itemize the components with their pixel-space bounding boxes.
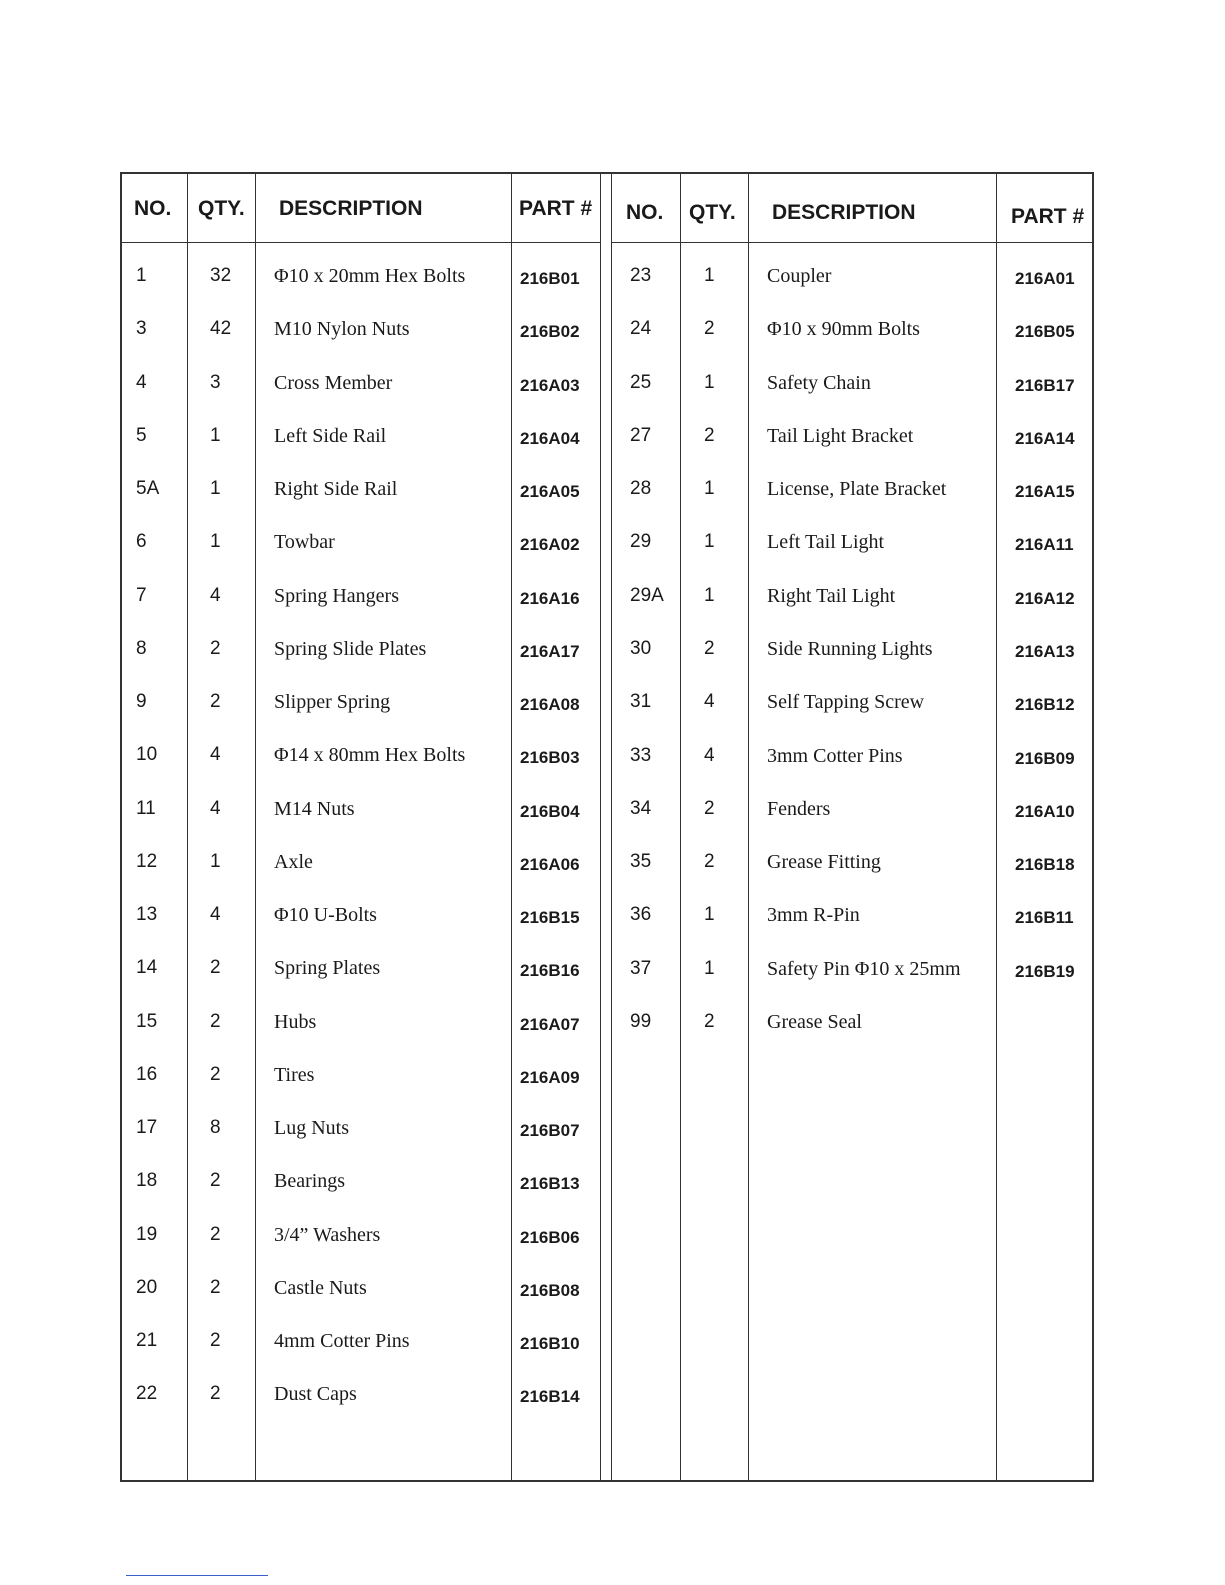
part-number-cell: 7: [136, 584, 147, 606]
part-code-cell: 216A15: [1015, 482, 1075, 502]
description-cell: 3/4” Washers: [274, 1223, 381, 1246]
description-cell: M14 Nuts: [274, 797, 355, 820]
part-code-cell: 216B10: [520, 1334, 580, 1353]
part-number-cell: 13: [136, 904, 158, 925]
part-number-cell: 5: [136, 424, 147, 446]
quantity-cell: 4: [210, 797, 221, 819]
description-cell: Φ10 x 20mm Hex Bolts: [274, 265, 466, 287]
quantity-cell: 8: [210, 1117, 221, 1138]
description-cell: Spring Slide Plates: [274, 637, 427, 660]
description-cell: Slipper Spring: [274, 691, 391, 713]
description-cell: Castle Nuts: [274, 1276, 367, 1299]
part-number-cell: 27: [630, 424, 652, 446]
description-cell: Grease Fitting: [767, 851, 881, 874]
quantity-cell: 1: [704, 904, 715, 926]
description-cell: 3mm R-Pin: [767, 904, 860, 927]
part-code-cell: 216B13: [520, 1174, 580, 1194]
part-number-cell: 1: [136, 265, 147, 286]
part-code-cell: 216A17: [520, 641, 580, 661]
quantity-cell: 1: [210, 531, 221, 553]
part-number-cell: 25: [630, 371, 652, 393]
part-number-cell: 9: [136, 691, 147, 712]
description-cell: Bearings: [274, 1170, 346, 1193]
description-cell: Towbar: [274, 531, 335, 554]
description-cell: Φ10 x 90mm Bolts: [767, 318, 920, 341]
quantity-cell: 4: [210, 584, 221, 606]
part-number-cell: 17: [136, 1117, 158, 1138]
part-number-cell: 23: [630, 265, 652, 286]
description-cell: Φ14 x 80mm Hex Bolts: [274, 744, 466, 767]
quantity-cell: 1: [704, 478, 715, 500]
quantity-cell: 4: [210, 744, 221, 766]
part-code-cell: 216A07: [520, 1014, 580, 1034]
part-code-cell: 216A12: [1015, 588, 1075, 608]
part-number-cell: 35: [630, 851, 652, 873]
part-code-cell: 216A06: [520, 854, 580, 874]
part-code-cell: 216B08: [520, 1280, 580, 1300]
quantity-cell: 2: [704, 318, 715, 340]
part-code-cell: 216B15: [520, 908, 580, 927]
part-code-cell: 216B04: [520, 801, 580, 821]
description-cell: Left Side Rail: [274, 424, 387, 447]
column-rule: [748, 174, 749, 1480]
quantity-cell: 2: [704, 851, 715, 873]
quantity-cell: 4: [210, 904, 221, 925]
quantity-cell: 2: [210, 1063, 221, 1085]
part-code-cell: 216B19: [1015, 961, 1075, 981]
quantity-cell: 2: [704, 1010, 715, 1032]
description-cell: Axle: [274, 850, 313, 873]
part-number-cell: 12: [136, 850, 158, 872]
description-cell: Dust Caps: [274, 1383, 357, 1406]
part-number-cell: 99: [630, 1010, 652, 1032]
column-rule: [996, 174, 997, 1480]
description-cell: Spring Hangers: [274, 584, 399, 607]
part-number-cell: 5A: [136, 478, 160, 499]
quantity-cell: 42: [210, 318, 232, 340]
description-cell: Self Tapping Screw: [767, 691, 925, 714]
part-number-cell: 18: [136, 1170, 158, 1192]
part-code-cell: 216A05: [520, 482, 580, 501]
description-cell: Φ10 U-Bolts: [274, 904, 377, 926]
quantity-cell: 2: [210, 1383, 221, 1405]
table-gutter: [600, 174, 612, 1480]
footer-link-underline: [126, 1575, 268, 1576]
quantity-cell: 2: [210, 957, 221, 979]
quantity-cell: 2: [210, 691, 221, 712]
header-part: PART #: [519, 197, 593, 220]
part-number-cell: 31: [630, 691, 652, 713]
description-cell: Safety Chain: [767, 371, 871, 394]
quantity-cell: 1: [704, 584, 715, 606]
part-code-cell: 216B18: [1015, 855, 1075, 875]
column-rule: [680, 174, 681, 1480]
quantity-cell: 2: [210, 1010, 221, 1032]
part-number-cell: 10: [136, 744, 158, 766]
description-cell: Hubs: [274, 1010, 317, 1033]
part-number-cell: 21: [136, 1330, 158, 1351]
part-code-cell: 216A14: [1015, 428, 1075, 448]
part-number-cell: 6: [136, 531, 147, 553]
part-code-cell: 216B07: [520, 1121, 580, 1140]
header-qty: QTY.: [198, 197, 245, 220]
quantity-cell: 4: [704, 691, 715, 713]
header-part: PART #: [1011, 205, 1085, 228]
part-code-cell: 216A16: [520, 588, 580, 608]
description-cell: Tires: [274, 1063, 315, 1086]
header-description: DESCRIPTION: [772, 201, 916, 224]
description-cell: Side Running Lights: [767, 637, 933, 660]
quantity-cell: 1: [704, 531, 715, 553]
part-number-cell: 28: [630, 478, 652, 500]
part-number-cell: 20: [136, 1276, 158, 1298]
part-code-cell: 216B03: [520, 748, 580, 768]
quantity-cell: 2: [704, 637, 715, 659]
header-no: NO.: [134, 197, 172, 220]
description-cell: Fenders: [767, 797, 831, 820]
part-code-cell: 216A01: [1015, 269, 1075, 288]
part-code-cell: 216B16: [520, 961, 580, 981]
part-code-cell: 216B14: [520, 1387, 580, 1407]
quantity-cell: 1: [210, 478, 221, 499]
quantity-cell: 3: [210, 371, 221, 393]
part-number-cell: 22: [136, 1383, 158, 1405]
quantity-cell: 2: [210, 1223, 221, 1245]
column-rule: [511, 174, 512, 1480]
description-cell: Cross Member: [274, 371, 393, 394]
part-number-cell: 15: [136, 1010, 158, 1032]
quantity-cell: 2: [704, 797, 715, 819]
column-rule: [255, 174, 256, 1480]
part-number-cell: 34: [630, 797, 652, 819]
part-number-cell: 29A: [630, 584, 664, 606]
part-number-cell: 36: [630, 904, 652, 926]
part-number-cell: 8: [136, 637, 147, 659]
parts-list-table: [120, 172, 1094, 1482]
part-code-cell: 216B01: [520, 269, 580, 288]
description-cell: License, Plate Bracket: [767, 478, 947, 501]
description-cell: Right Tail Light: [767, 584, 896, 607]
part-code-cell: 216A11: [1015, 535, 1074, 555]
part-number-cell: 4: [136, 371, 147, 393]
description-cell: 4mm Cotter Pins: [274, 1330, 410, 1352]
quantity-cell: 1: [210, 424, 221, 446]
part-number-cell: 16: [136, 1063, 158, 1085]
part-code-cell: 216A10: [1015, 801, 1075, 821]
part-code-cell: 216A09: [520, 1067, 580, 1087]
quantity-cell: 4: [704, 744, 715, 766]
description-cell: Coupler: [767, 265, 832, 287]
part-code-cell: 216B12: [1015, 695, 1075, 715]
quantity-cell: 2: [210, 1276, 221, 1298]
part-code-cell: 216A02: [520, 535, 580, 555]
quantity-cell: 1: [704, 265, 715, 286]
quantity-cell: 2: [210, 1170, 221, 1192]
part-code-cell: 216A08: [520, 695, 580, 714]
column-rule: [187, 174, 188, 1480]
part-number-cell: 3: [136, 318, 147, 340]
part-number-cell: 14: [136, 957, 158, 979]
part-code-cell: 216A03: [520, 375, 580, 395]
header-description: DESCRIPTION: [279, 197, 423, 220]
quantity-cell: 1: [704, 371, 715, 393]
part-code-cell: 216A04: [520, 428, 580, 448]
quantity-cell: 2: [704, 424, 715, 446]
description-cell: Left Tail Light: [767, 531, 885, 554]
header-qty: QTY.: [689, 201, 736, 224]
part-number-cell: 37: [630, 957, 652, 979]
description-cell: Tail Light Bracket: [767, 424, 914, 447]
part-number-cell: 11: [136, 797, 156, 819]
quantity-cell: 2: [210, 1330, 221, 1351]
description-cell: Lug Nuts: [274, 1117, 349, 1139]
description-cell: Right Side Rail: [274, 478, 398, 500]
description-cell: Spring Plates: [274, 957, 381, 980]
part-number-cell: 24: [630, 318, 652, 340]
header-no: NO.: [626, 201, 664, 224]
part-code-cell: 216B06: [520, 1227, 580, 1247]
part-number-cell: 29: [630, 531, 652, 553]
description-cell: M10 Nylon Nuts: [274, 318, 410, 341]
description-cell: Safety Pin Φ10 x 25mm: [767, 957, 961, 980]
quantity-cell: 1: [210, 850, 221, 872]
quantity-cell: 2: [210, 637, 221, 659]
part-number-cell: 30: [630, 637, 652, 659]
part-code-cell: 216B05: [1015, 322, 1075, 342]
description-cell: Grease Seal: [767, 1010, 862, 1033]
part-code-cell: 216A13: [1015, 641, 1075, 661]
quantity-cell: 1: [704, 957, 715, 979]
part-code-cell: 216B11: [1015, 908, 1074, 928]
part-number-cell: 33: [630, 744, 652, 766]
description-cell: 3mm Cotter Pins: [767, 744, 903, 767]
quantity-cell: 32: [210, 265, 232, 286]
part-code-cell: 216B02: [520, 322, 580, 342]
part-number-cell: 19: [136, 1223, 158, 1245]
part-code-cell: 216B17: [1015, 375, 1075, 395]
part-code-cell: 216B09: [1015, 748, 1075, 768]
